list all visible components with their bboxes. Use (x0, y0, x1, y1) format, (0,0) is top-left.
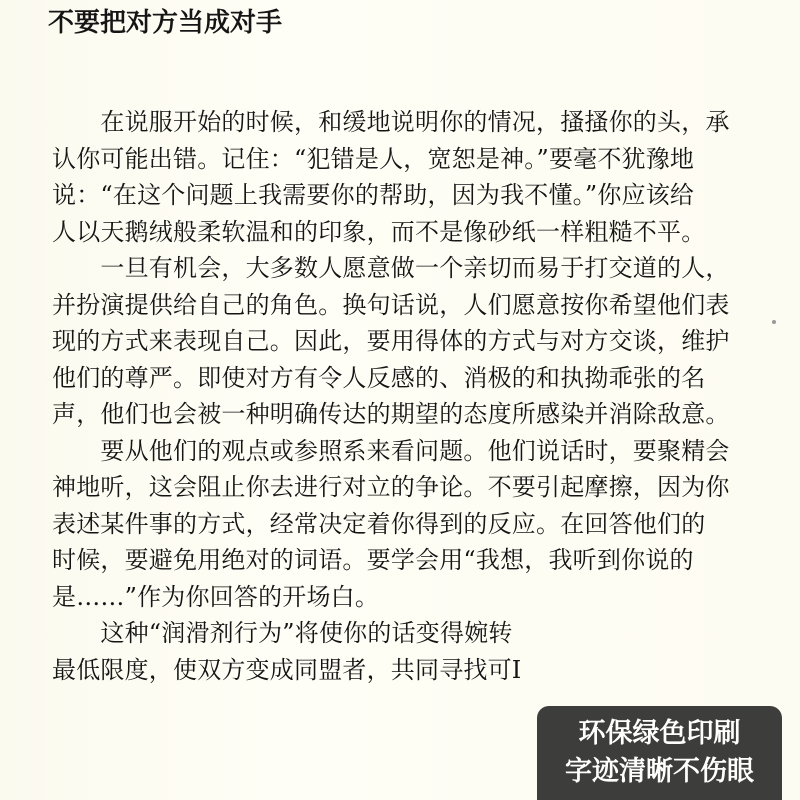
text-line: 现的方式来表现自己。因此，要用得体的方式与对方交谈，维护 (52, 327, 730, 355)
promo-badge (537, 706, 782, 800)
text-line: 说：“在这个问题上我需要你的帮助，因为我不懂。”你应该给 (52, 181, 695, 209)
body-text (52, 104, 752, 688)
text-line: 并扮演提供给自己的角色。换句话说，人们愿意按你希望他们表 (52, 290, 730, 319)
text-line: 最低限度，使双方变成同盟者，共同寻找可Ⅰ (52, 655, 522, 684)
page-header-title: 不要把对方当成对手 (48, 8, 283, 38)
text-line: 人以天鹅绒般柔软温和的印象，而不是像砂纸一样粗糙不平。 (52, 217, 706, 246)
text-line: 是……”作为你回答的开场白。 (52, 582, 380, 611)
text-line: 神地听，这会阻止你去进行对立的争论。不要引起摩擦，因为你 (52, 473, 730, 501)
text-line: 声，他们也会被一种明确传达的期望的态度所感染并消除敌意。 (52, 400, 730, 428)
text-line: 一旦有机会，大多数人愿意做一个亲切而易于打交道的人， (52, 254, 730, 282)
text-line: 时候，要避免用绝对的词语。要学会用“我想，我听到你说的 (52, 546, 694, 574)
text-line: 这种“润滑剂行为”将使你的话变得婉转 (52, 619, 513, 647)
promo-badge-line-1: 环保绿色印刷 (578, 718, 741, 749)
text-line: 在说服开始的时候，和缓地说明你的情况，搔搔你的头，承 (52, 108, 730, 136)
text-line: 要从他们的观点或参照系来看问题。他们说话时，要聚精会 (52, 436, 730, 465)
text-line: 认你可能出错。记住：“犯错是人，宽恕是神。”要毫不犹豫地 (52, 144, 695, 173)
promo-badge-line-2: 字迹清晰不伤眼 (565, 756, 754, 787)
paper-speck (772, 320, 776, 324)
text-line: 表述某件事的方式，经常决定着你得到的反应。在回答他们的 (52, 509, 706, 538)
text-line: 他们的尊严。即使对方有令人反感的、消极的和执拗乖张的名 (52, 363, 706, 392)
